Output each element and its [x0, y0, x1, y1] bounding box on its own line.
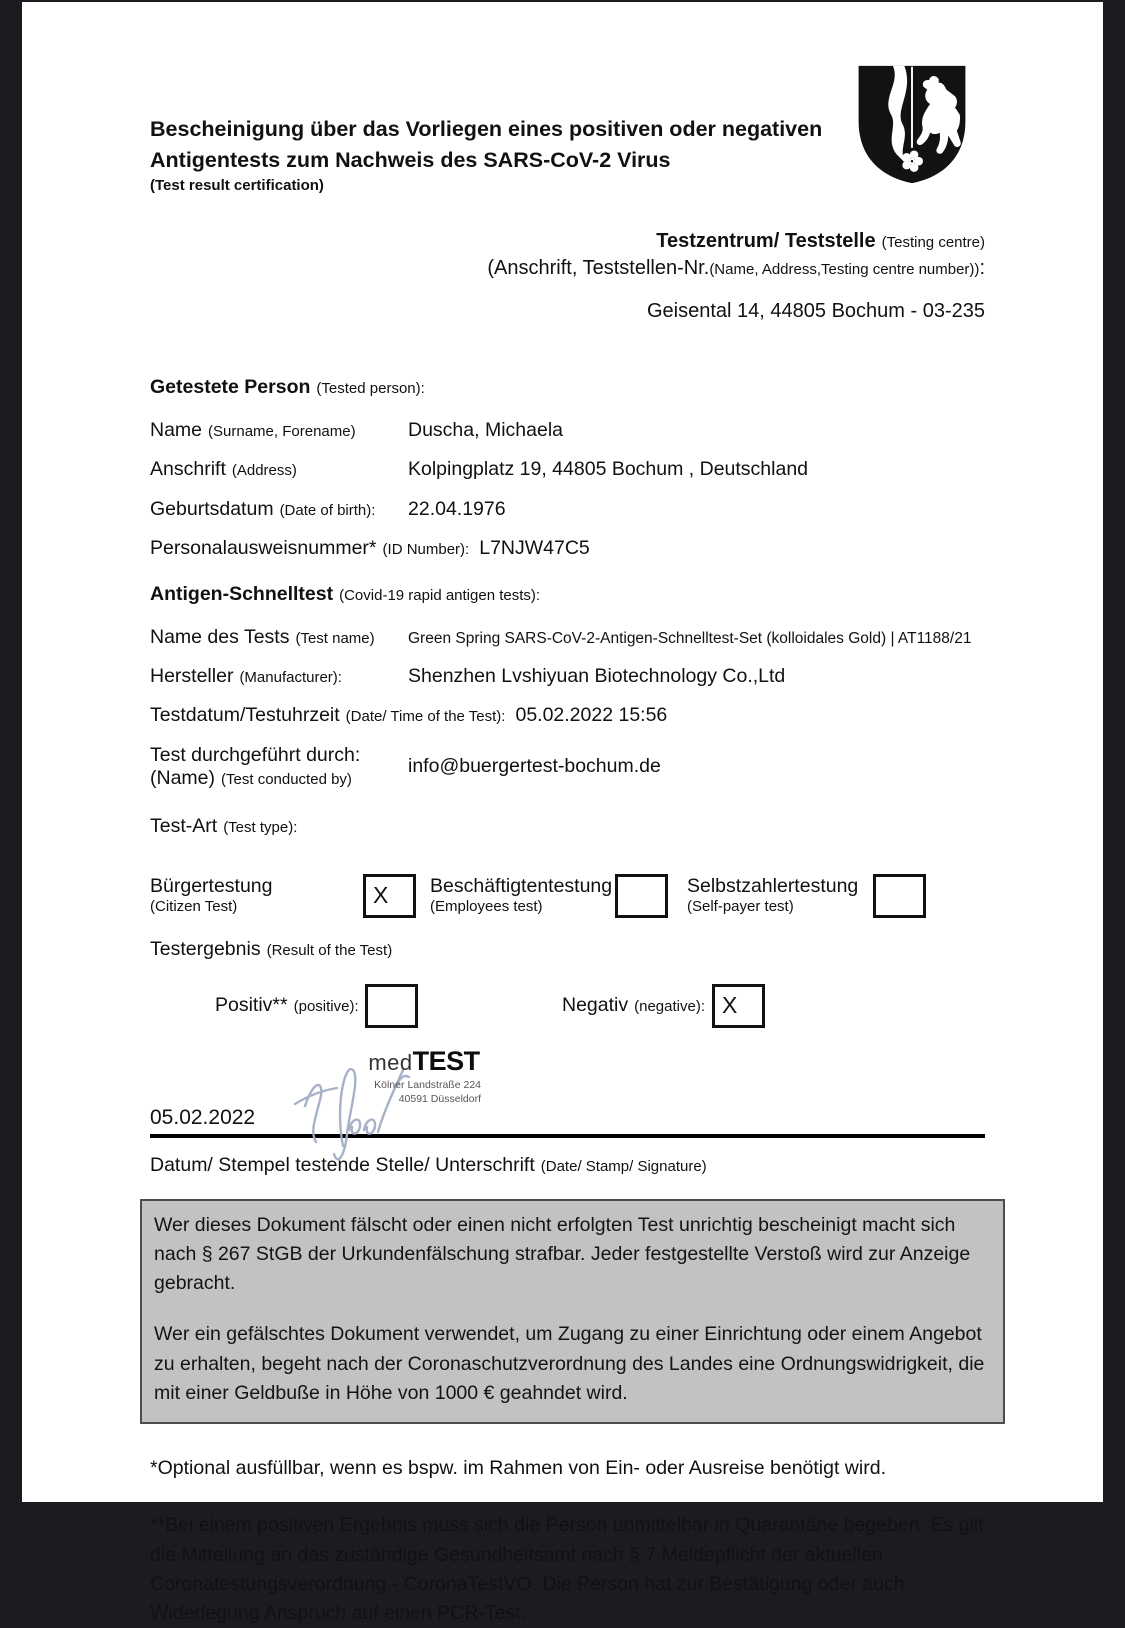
- test-type-options: [150, 874, 985, 918]
- negative-mark: X: [722, 991, 738, 1018]
- signature-line-divider: [150, 1134, 985, 1138]
- tested-person-heading: Getestete Person (Tested person):: [150, 376, 425, 398]
- stamp-signature-zone: [150, 1040, 985, 1134]
- result-positive-label: Positiv** (positive):: [215, 994, 359, 1017]
- test-row-name: Name des Tests (Test name) Green Spring SARS-CoV-2-Antigen-Schnelltest-Set (kolloidales Gold) | AT1188/21: [150, 626, 985, 649]
- footnote-optional: *Optional ausfüllbar, wenn es bspw. im Rahmen von Ein- oder Ausreise benötigt wird.: [150, 1457, 886, 1480]
- person-row-id-number: Personalausweisnummer* (ID Number): L7NJW47C5: [150, 537, 985, 560]
- test-row-manufacturer: Hersteller (Manufacturer): Shenzhen Lvshiyuan Biotechnology Co.,Ltd: [150, 665, 985, 688]
- test-centre-block: [150, 228, 985, 282]
- document-title: Bescheinigung über das Vorliegen eines positiven oder negativen Antigentests zum Nachweis des SARS-CoV-2 Virus: [150, 117, 823, 172]
- document-title-translation: (Test result certification): [150, 177, 324, 195]
- test-centre-address: Geisental 14, 44805 Bochum - 03-235: [647, 300, 985, 322]
- certificate-date: 05.02.2022: [150, 1105, 256, 1129]
- antigen-test-heading: Antigen-Schnelltest (Covid-19 rapid antigen tests):: [150, 582, 541, 605]
- signature-caption: Datum/ Stempel testende Stelle/ Unterschrift (Date/ Stamp/ Signature): [150, 1153, 707, 1176]
- test-conducted-by-value: info@buergertest-bochum.de: [408, 755, 661, 778]
- selfpayer-test-checkbox: [873, 874, 926, 918]
- employees-test-checkbox: [615, 874, 668, 918]
- option-employees-test-label: Beschäftigtentestung (Employees test): [430, 874, 613, 915]
- citizen-test-mark: X: [373, 881, 389, 908]
- test-manufacturer-value: Shenzhen Lvshiyuan Biotechnology Co.,Ltd: [408, 664, 786, 687]
- medtest-stamp: [365, 1046, 483, 1107]
- legal-warning-box: [140, 1199, 1005, 1425]
- test-type-heading: Test-Art (Test type):: [150, 814, 298, 837]
- title-block: [150, 114, 885, 194]
- citizen-test-checkbox: [363, 874, 416, 918]
- person-birthdate-value: 22.04.1976: [408, 497, 506, 520]
- negative-checkbox: [712, 984, 765, 1028]
- result-heading: Testergebnis (Result of the Test): [150, 937, 393, 960]
- warning-paragraph-1: Wer dieses Dokument fälscht oder einen nicht erfolgten Test unrichtig bescheinigt macht sich nach § 267 StGB der Urkundenfälschung strafbar. Jeder festgestellte Verstoß wird zur Anzeige gebracht.: [154, 1213, 971, 1295]
- person-address-value: Kolpingplatz 19, 44805 Bochum , Deutschland: [408, 458, 809, 481]
- stamp-address: Kölner Landstraße 224 40591 Düsseldorf: [374, 1078, 481, 1106]
- person-row-address: Anschrift (Address) Kolpingplatz 19, 44805 Bochum , Deutschland: [150, 458, 985, 481]
- person-row-name: Name (Surname, Forename) Duscha, Michaela: [150, 419, 985, 442]
- result-row: [150, 984, 985, 1028]
- test-row-conducted-by: Test durchgeführt durch: (Name) (Test conducted by) info@buergertest-bochum.de: [150, 744, 985, 791]
- person-name-value: Duscha, Michaela: [408, 419, 563, 441]
- test-datetime-value: 05.02.2022 15:56: [515, 704, 668, 727]
- document-page: [22, 2, 1103, 1625]
- warning-paragraph-2: Wer ein gefälschtes Dokument verwendet, um Zugang zu einer Einrichtung oder einem Angebot zu erhalten, begeht nach der Coronaschutzverordnung des Landes eine Ordnungswidrigkeit, die mit einer Geldbuße in Höhe von 1000 € geahndet wird.: [154, 1323, 985, 1404]
- test-row-datetime: Testdatum/Testuhrzeit (Date/ Time of the Test): 05.02.2022 15:56: [150, 704, 985, 727]
- stamp-brand: medTEST: [368, 1045, 480, 1076]
- positive-checkbox: [365, 984, 418, 1028]
- person-id-value: L7NJW47C5: [479, 537, 590, 560]
- option-selfpayer-test-label: Selbstzahlertestung (Self-payer test): [687, 874, 859, 915]
- nrw-coat-of-arms-icon: [854, 62, 970, 186]
- test-name-value: Green Spring SARS-CoV-2-Antigen-Schnelltest-Set (kolloidales Gold) | AT1188/21: [408, 629, 972, 647]
- test-centre-subheading: (Anschrift, Teststellen-Nr.(Name, Address,Testing centre number)):: [487, 257, 985, 279]
- footnote-positive-result: **Bei einem positiven Ergebnis muss sich die Person unmittelbar in Quarantäne begeben. Es gilt die Mitteilung an das zuständige Gesundheitsamt nach § 7 Meldepflicht der aktuellen Coronatestungsverordnung - CoronaTestVO. Die Person hat zur Bestätigung oder auch Widerlegung Anspruch auf einen PCR-Test.: [150, 1514, 984, 1625]
- document-header: [150, 2, 985, 207]
- person-row-birthdate: Geburtsdatum (Date of birth): 22.04.1976: [150, 498, 985, 521]
- option-citizen-test-label: Bürgertestung (Citizen Test): [150, 874, 273, 915]
- test-centre-heading: Testzentrum/ Teststelle (Testing centre): [656, 230, 985, 252]
- result-negative-label: Negativ (negative):: [562, 994, 705, 1017]
